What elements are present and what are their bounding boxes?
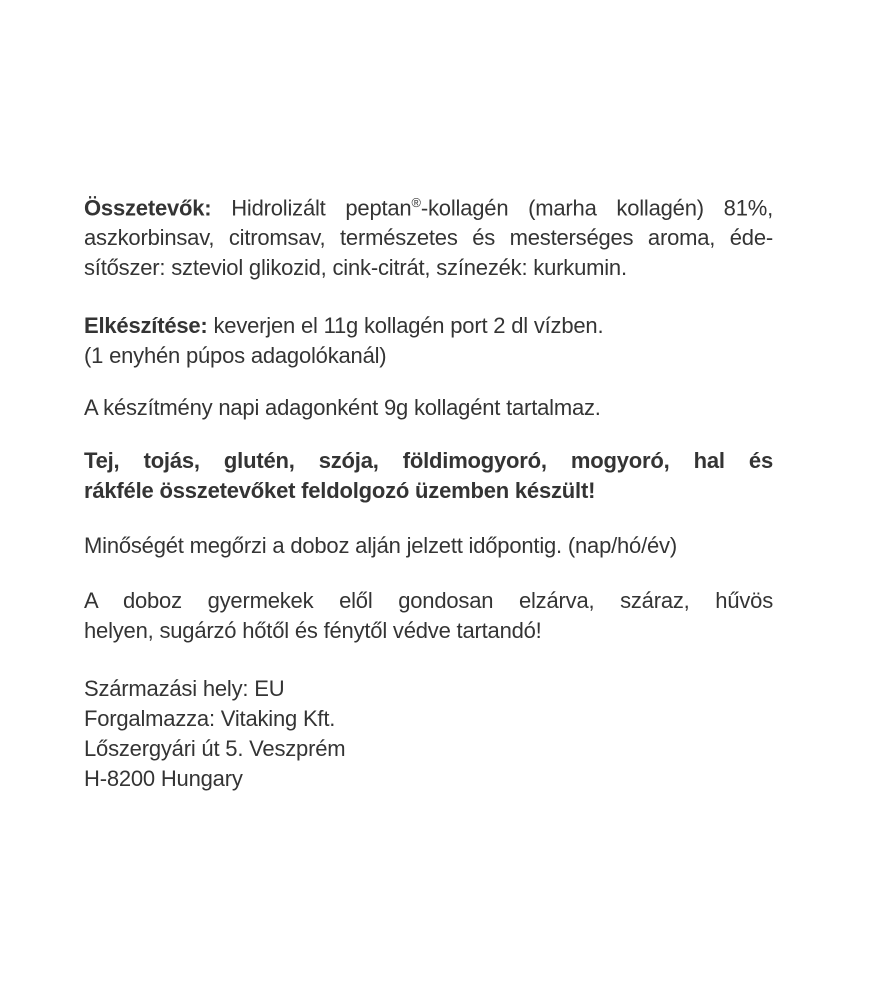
allergen-paragraph (84, 446, 773, 506)
preparation-line (84, 311, 773, 341)
text-segment: Minőségét megőrzi a doboz alján jelzett időpontig. (nap/hó/év) (84, 533, 677, 559)
text-segment: Lőszergyári út 5. Veszprém (84, 736, 346, 762)
text-segment: rákféle összetevőket feldolgozó üzemben készült! (84, 478, 596, 504)
best-before-paragraph (84, 531, 773, 561)
text-segment: (1 enyhén púpos adagolókanál) (84, 343, 387, 369)
text-segment: helyen, sugárzó hőtől és fénytől védve tartandó! (84, 618, 542, 644)
distributor-line (84, 734, 773, 764)
ingredients-paragraph (84, 188, 773, 283)
distributor-paragraph (84, 674, 773, 794)
daily-dose-line (84, 393, 773, 423)
daily-dose-paragraph (84, 393, 773, 423)
text-segment: Származási hely: EU (84, 676, 285, 702)
text-segment: H-8200 Hungary (84, 766, 243, 792)
ingredients-line (84, 253, 773, 283)
preparation-paragraph (84, 311, 773, 371)
text-segment: sítőszer: szteviol glikozid, cink-citrát, színezék: kurkumin. (84, 255, 627, 281)
preparation-line (84, 341, 773, 371)
allergen-line (84, 446, 773, 476)
allergen-line (84, 476, 773, 506)
ingredients-line (84, 188, 773, 223)
distributor-line (84, 674, 773, 704)
ingredients-line (84, 223, 773, 253)
text-segment: Tej, tojás, glutén, szója, földimogyoró, mogyoró, hal és (84, 448, 773, 474)
text-segment: Elkészítése: (84, 313, 208, 339)
distributor-line (84, 764, 773, 794)
registered-trademark-symbol: ® (411, 195, 421, 210)
storage-line (84, 586, 773, 616)
distributor-line (84, 704, 773, 734)
text-segment: Hidrolizált peptan (211, 195, 412, 221)
label-body (84, 188, 773, 794)
text-segment: A doboz gyermekek elől gondosan elzárva, száraz, hűvös (84, 588, 773, 614)
text-segment: keverjen el 11g kollagén port 2 dl vízben. (207, 313, 604, 339)
text-segment: aszkorbinsav, citromsav, természetes és mesterséges aroma, éde- (84, 225, 773, 251)
text-segment: Forgalmazza: Vitaking Kft. (84, 706, 336, 732)
storage-line (84, 616, 773, 646)
best-before-line (84, 531, 773, 561)
storage-paragraph (84, 586, 773, 646)
text-segment: Összetevők: (84, 195, 212, 221)
text-segment: -kollagén (marha kollagén) 81%, (420, 195, 774, 221)
text-segment: A készítmény napi adagonként 9g kollagént tartalmaz. (84, 395, 601, 421)
